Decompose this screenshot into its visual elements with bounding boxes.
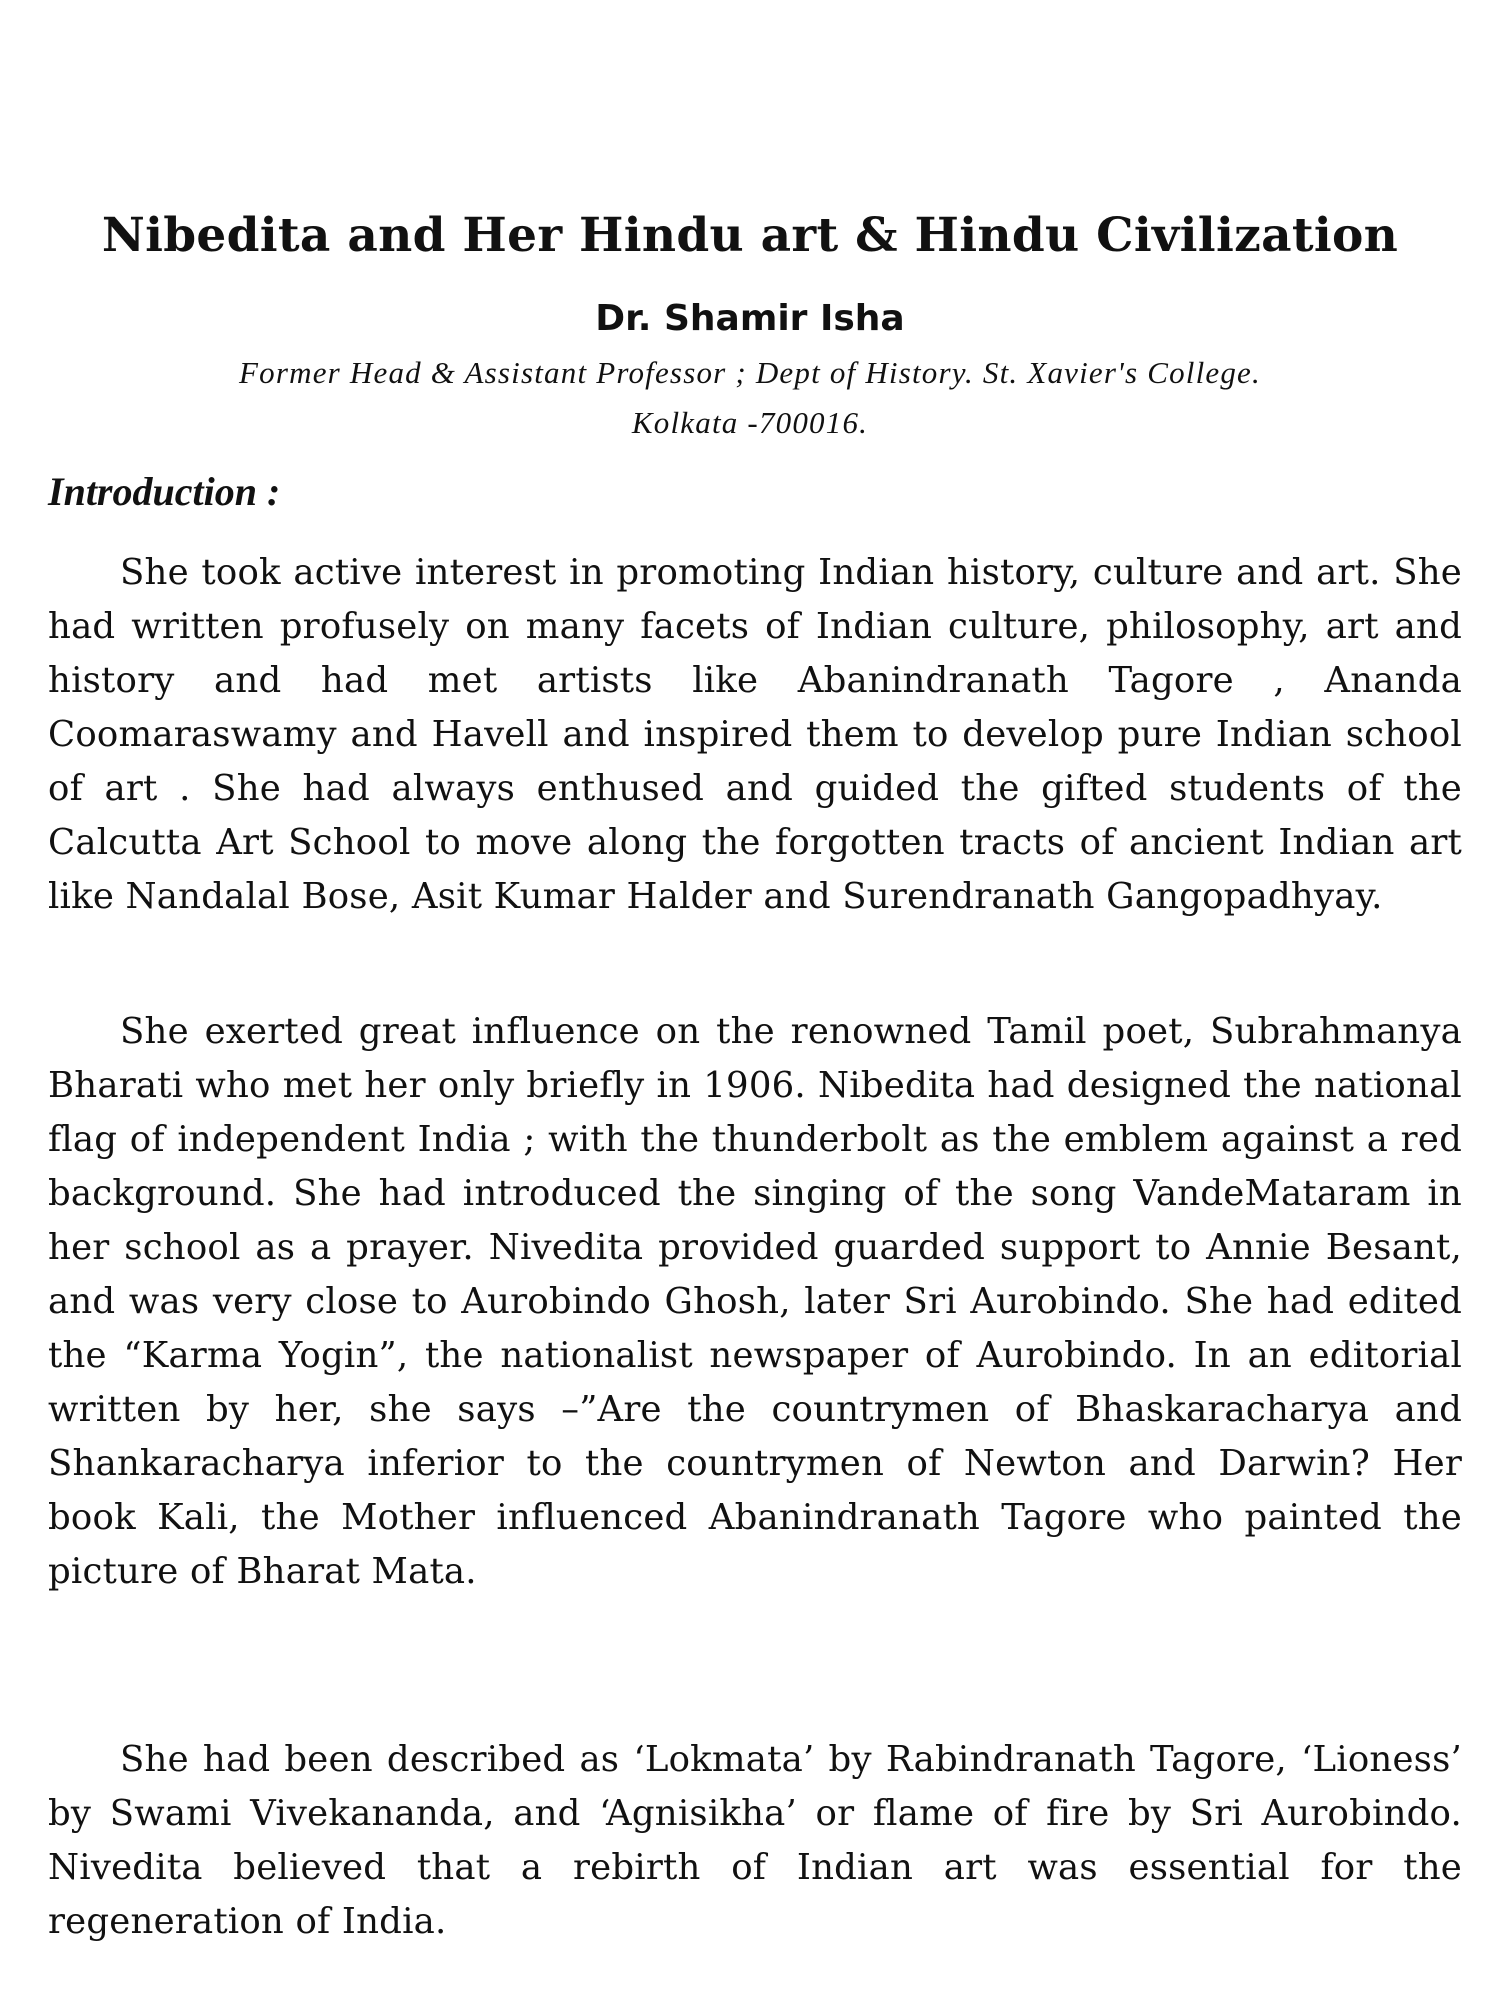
author-affiliation: Former Head & Assistant Professor ; Dept of History. St. Xavier's College. (239, 355, 1261, 390)
paragraph: She had been described as ‘Lokmata’ by Rabindranath Tagore, ‘Lioness’ by Swami Vivekananda, and ‘Agnisikha’ or flame of fire by Sri Aurobindo. Nivedita believed that a rebirth of Indian art was essential for the regeneration of India. (48, 1739, 1462, 1942)
paragraph: She took active interest in promoting Indian history, culture and art. She had written profusely on many facets of Indian culture, philosophy, art and history and had met artists like Abanindranath Tagore , Ananda Coomaraswamy and Havell and inspired them to develop pure Indian school of art . She had always enthused and guided the gifted students of the Calcutta Art School to move along the forgotten tracts of ancient Indian art like Nandalal Bose, Asit Kumar Halder and Surendranath Gangopadhyay. (48, 552, 1462, 917)
paragraph: She exerted great influence on the renowned Tamil poet, Subrahmanya Bharati who met her only briefly in 1906. Nibedita had designed the national flag of independent India ; with the thunderbolt as the emblem against a red background. She had introduced the singing of the song VandeMataram in her school as a prayer. Nivedita provided guarded support to Annie Besant, and was very close to Aurobindo Ghosh, later Sri Aurobindo. She had edited the “Karma Yogin”, the nationalist newspaper of Aurobindo. In an editorial written by her, she says –”Are the countrymen of Bhaskaracharya and Shankaracharya inferior to the countrymen of Newton and Darwin? Her book Kali, the Mother influenced Abanindranath Tagore who painted the picture of Bharat Mata. (48, 1011, 1462, 1592)
section-heading: Introduction : (48, 469, 281, 514)
article-title: Nibedita and Her Hindu art & Hindu Civilization (101, 208, 1399, 263)
author-location: Kolkata -700016. (631, 405, 869, 440)
author-name: Dr. Shamir Isha (595, 298, 905, 339)
